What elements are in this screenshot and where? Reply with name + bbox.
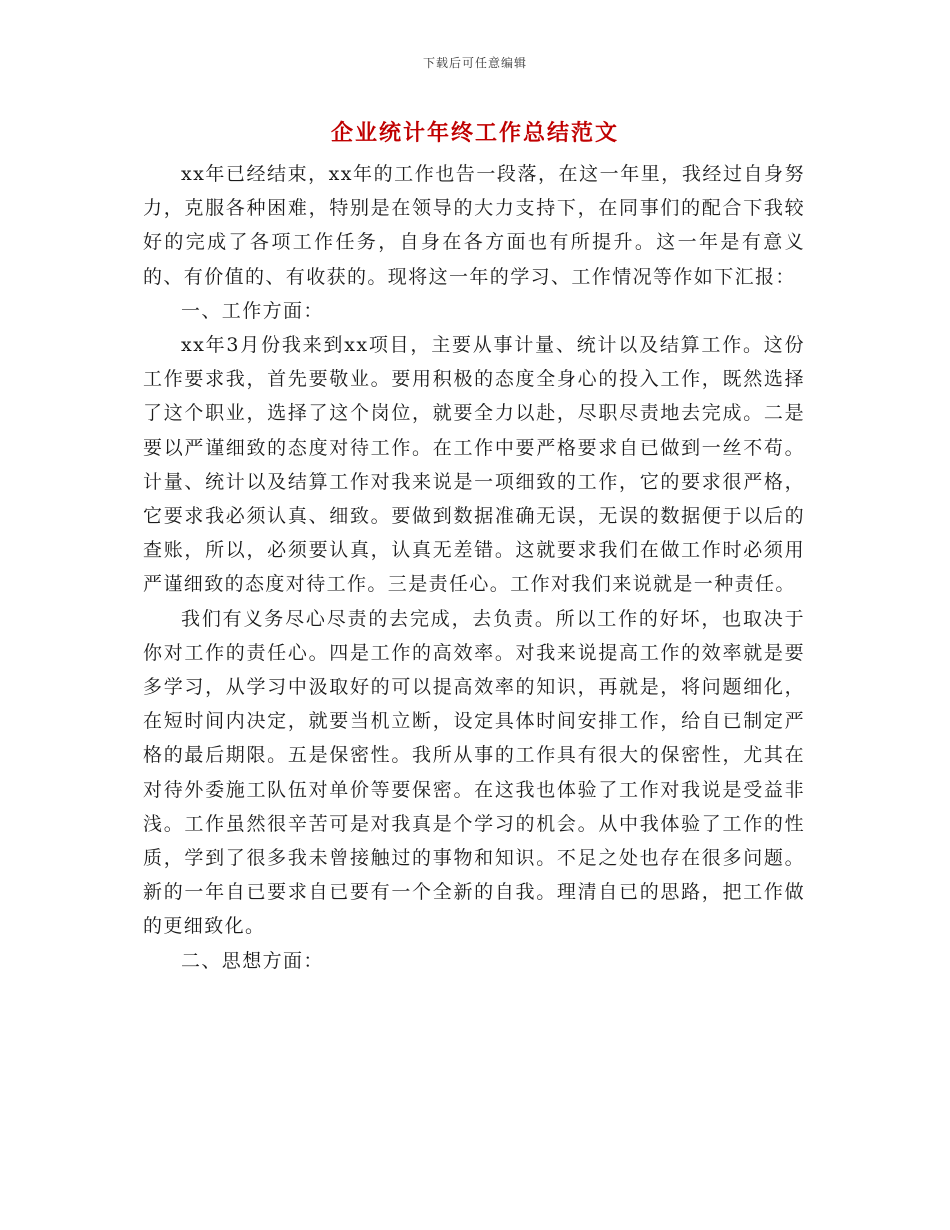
document-body: [143, 157, 805, 978]
paragraph-intro: xx年已经结束，xx年的工作也告一段落，在这一年里，我经过自身努力，克服各种困难，特别是在领导的大力支持下，在同事们的配合下我较好的完成了各项工作任务，自身在各方面也有所提升。这一年是有意义的、有价值的、有收获的。现将这一年的学习、工作情况等作如下汇报：: [143, 163, 805, 288]
header-note: 下载后可任意编辑: [422, 56, 527, 70]
document-title: 企业统计年终工作总结范文: [330, 120, 619, 146]
paragraph-work-2: 我们有义务尽心尽责的去完成，去负责。所以工作的好坏，也取决于你对工作的责任心。四是工作的高效率。对我来说提高工作的效率就是要多学习，从学习中汲取好的可以提高效率的知识，再就是，将问题细化，在短时间内决定，就要当机立断，设定具体时间安排工作，给自已制定严格的最后期限。五是保密性。我所从事的工作具有很大的保密性，尤其在对待外委施工队伍对单价等要保密。在这我也体验了工作对我说是受益非浅。工作虽然很辛苦可是对我真是个学习的机会。从中我体验了工作的性质，学到了很多我未曾接触过的事物和知识。不足之处也存在很多问题。新的一年自已要求自已要有一个全新的自我。理清自已的思路，把工作做的更细致化。: [143, 607, 805, 938]
section-heading-work: 一、工作方面：: [181, 299, 324, 322]
paragraph-work-1: xx年3月份我来到xx项目，主要从事计量、统计以及结算工作。这份工作要求我，首先要敬业。要用积极的态度全身心的投入工作，既然选择了这个职业，选择了这个岗位，就要全力以赴，尽职尽责地去完成。二是要以严谨细致的态度对待工作。在工作中要严格要求自已做到一丝不苟。计量、统计以及结算工作对我来说是一项细致的工作，它的要求很严格，它要求我必须认真、细致。要做到数据准确无误，无误的数据便于以后的查账，所以，必须要认真，认真无差错。这就要求我们在做工作时必须用严谨细致的态度对待工作。三是责任心。工作对我们来说就是一种责任。: [143, 334, 805, 596]
section-heading-thought: 二、思想方面：: [181, 949, 324, 972]
